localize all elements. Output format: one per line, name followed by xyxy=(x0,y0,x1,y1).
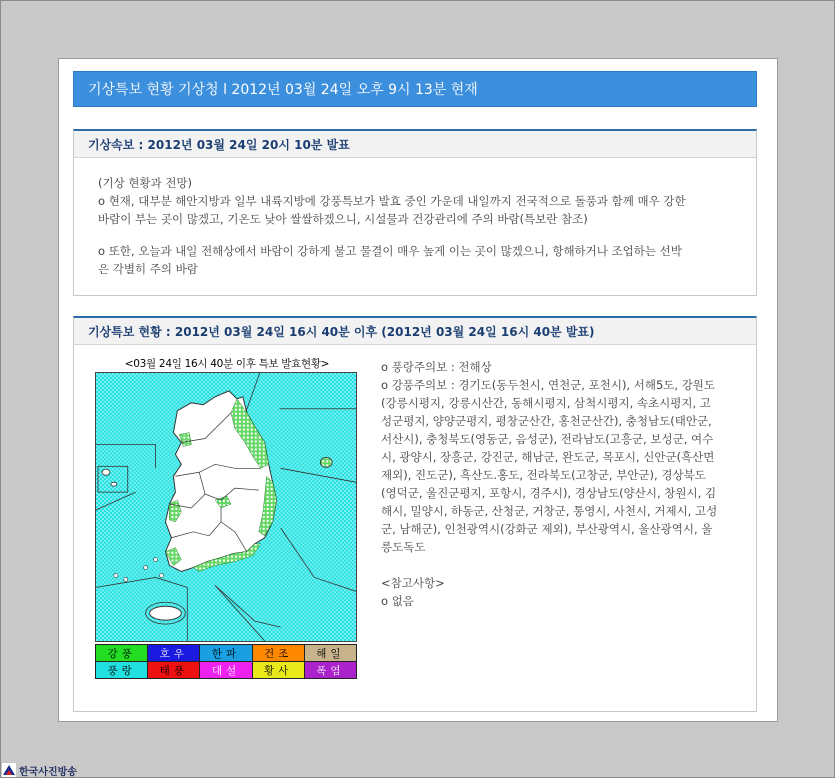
legend-item: 건조 xyxy=(252,645,304,662)
jeju-island xyxy=(150,606,182,620)
warning-line: o 강풍주의보 : 경기도(동두천시, 연천군, 포천시), 서해5도, 강원도 xyxy=(381,378,716,392)
ulleungdo-island xyxy=(320,457,332,467)
note-body: o 없음 xyxy=(381,594,414,608)
legend-item: 한파 xyxy=(200,645,252,662)
bulletin-body xyxy=(74,158,756,278)
warning-line: 군, 남해군), 인천광역시(강화군 제외), 부산광역시, 울산광역시, 울 xyxy=(381,522,713,536)
note-heading: <참고사항> xyxy=(381,576,445,590)
warning-line: (강릉시평지, 강릉시산간, 동해시평지, 삼척시평지, 속초시평지, 고 xyxy=(381,396,711,410)
legend-item: 강풍 xyxy=(96,645,148,662)
status-heading: 기상특보 현황 : 2012년 03월 24일 16시 40분 이후 (2012년 03월 24일 16시 40분 발표) xyxy=(74,318,756,345)
warning-map xyxy=(95,372,357,642)
bulletin-para2-line1: o 또한, 오늘과 내일 전해상에서 바람이 강하게 불고 물결이 매우 높게 이는 곳이 많겠으니, 항해하거나 조업하는 선박 xyxy=(98,244,682,258)
legend-item: 폭염 xyxy=(304,662,356,679)
warning-details xyxy=(381,358,747,610)
bulletin-label: (기상 현황과 전망) xyxy=(98,176,193,190)
legend-item: 풍랑 xyxy=(96,662,148,679)
warning-line: 성군평지, 양양군평지, 평창군산간, 홍천군산간), 충청남도(태안군, xyxy=(381,414,712,428)
legend-item: 대설 xyxy=(200,662,252,679)
warning-line: 릉도독도 xyxy=(381,540,426,554)
bulletin-heading: 기상속보 : 2012년 03월 24일 20시 10분 발표 xyxy=(74,131,756,158)
legend-item: 해일 xyxy=(304,645,356,662)
warning-line: o 풍랑주의보 : 전해상 xyxy=(381,360,492,374)
warning-map-area xyxy=(95,356,359,679)
warning-line: 해시, 밀양시, 하동군, 산청군, 거창군, 통영시, 사천시, 거제시, 고성 xyxy=(381,504,718,518)
legend-item: 호우 xyxy=(148,645,200,662)
logo-mark-icon xyxy=(2,763,16,777)
bulletin-para1-line2: 바람이 부는 곳이 많겠고, 기온도 낮아 쌀쌀하겠으니, 시설물과 건강관리에 주의 바람(특보란 참조) xyxy=(98,212,588,226)
page-title-text: 기상특보 현황 기상청 l 2012년 03월 24일 오후 9시 13분 현재 xyxy=(88,82,478,98)
legend-item: 태풍 xyxy=(148,662,200,679)
bulletin-para2-line2: 은 각별히 주의 바람 xyxy=(98,262,198,276)
warning-line: 제외), 진도군), 흑산도.홍도, 전라북도(고창군, 부안군), 경상북도 xyxy=(381,468,706,482)
warning-line: 서산시), 충청북도(영동군, 음성군), 전라남도(고흥군, 보성군, 여수 xyxy=(381,432,714,446)
map-legend xyxy=(95,644,357,679)
page-title xyxy=(73,71,757,107)
broadcaster-logo xyxy=(2,762,77,778)
warning-line: 시, 광양시, 장흥군, 강진군, 해남군, 완도군, 목포시, 신안군(흑산면 xyxy=(381,450,715,464)
map-title: <03월 24일 16시 40분 이후 특보 발효현황> xyxy=(124,358,330,370)
logo-text: 한국사진방송 xyxy=(19,766,77,778)
status-box xyxy=(73,316,757,712)
bulletin-box xyxy=(73,129,757,296)
bulletin-para1-line1: o 현재, 대부분 해안지방과 일부 내륙지방에 강풍특보가 발효 중인 가운데 내일까지 전국적으로 돌풍과 함께 매우 강한 xyxy=(98,194,686,208)
legend-item: 황사 xyxy=(252,662,304,679)
warning-line: (영덕군, 울진군평지, 포항시, 경주시), 경상남도(양산시, 창원시, 김 xyxy=(381,486,717,500)
content-panel xyxy=(58,58,778,722)
